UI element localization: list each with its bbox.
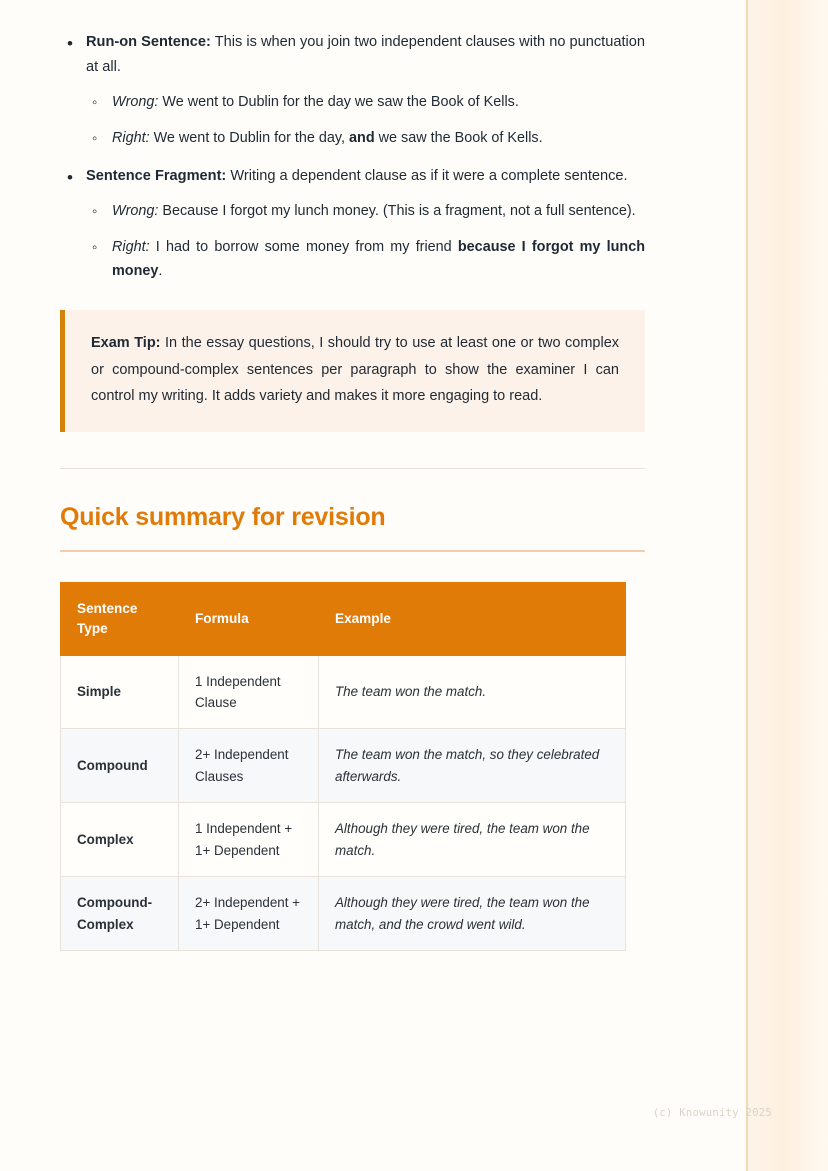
example-emphasis: and (349, 129, 375, 146)
term-definition: Writing a dependent clause as if it were a complete sentence. (226, 168, 628, 185)
cell-formula: 1 Independent + 1+ Dependent (179, 803, 319, 877)
cell-example: Although they were tired, the team won the match. (319, 803, 626, 877)
term-label: Sentence Fragment: (86, 168, 227, 185)
error-type-list (60, 30, 645, 284)
copyright-watermark: (c) Knowunity 2025 (652, 1107, 772, 1119)
example-label: Wrong: (112, 203, 159, 220)
column-header-sentence-type: Sentence Type (61, 583, 179, 655)
table-row (61, 877, 626, 951)
cell-formula: 2+ Independent Clauses (179, 729, 319, 803)
list-item (86, 199, 645, 223)
cell-formula: 2+ Independent + 1+ Dependent (179, 877, 319, 951)
example-text: Because I forgot my lunch money. (This is a fragment, not a full sentence). (158, 203, 636, 220)
table-row (61, 655, 626, 729)
list-item (60, 164, 645, 284)
example-text-tail: we saw the Book of Kells. (374, 129, 543, 146)
cell-example: Although they were tired, the team won the match, and the crowd went wild. (319, 877, 626, 951)
column-header-example: Example (319, 583, 626, 655)
cell-example: The team won the match, so they celebrated afterwards. (319, 729, 626, 803)
exam-tip-text: In the essay questions, I should try to use at least one or two complex or compound-complex sentences per paragraph to show the examiner I can control my writing. It adds variety and makes it more engaging to read. (91, 334, 620, 405)
cell-example: The team won the match. (319, 655, 626, 729)
example-label: Wrong: (112, 94, 159, 111)
section-divider (60, 468, 645, 469)
example-text-tail: . (158, 263, 163, 280)
list-item (86, 126, 645, 150)
example-label: Right: (112, 238, 150, 255)
decorative-right-strip (748, 0, 828, 1171)
table-row (61, 803, 626, 877)
example-text: We went to Dublin for the day we saw the Book of Kells. (158, 94, 519, 111)
table-header-row (61, 583, 626, 655)
decorative-vertical-rule (746, 0, 748, 1171)
example-list (86, 199, 645, 283)
example-label: Right: (112, 129, 150, 146)
list-item (60, 30, 645, 150)
summary-table (60, 582, 626, 951)
cell-type: Complex (61, 803, 179, 877)
exam-tip-label: Exam Tip: (91, 334, 161, 351)
cell-type: Simple (61, 655, 179, 729)
exam-tip-callout (60, 310, 645, 432)
example-emphasis: because I forgot my lunch money (112, 238, 645, 280)
document-content (60, 30, 645, 951)
list-item (86, 235, 645, 284)
column-header-formula: Formula (179, 583, 319, 655)
example-list (86, 90, 645, 150)
cell-formula: 1 Independent Clause (179, 655, 319, 729)
list-item (86, 90, 645, 114)
title-underline (60, 550, 645, 552)
table-row (61, 729, 626, 803)
term-definition: This is when you join two independent clauses with no punctuation at all. (86, 34, 645, 76)
cell-type: Compound (61, 729, 179, 803)
example-text: I had to borrow some money from my friend (149, 238, 458, 255)
cell-type: Compound-Complex (61, 877, 179, 951)
page-title: Quick summary for revision (60, 503, 386, 532)
example-text: We went to Dublin for the day, (149, 129, 350, 146)
term-label: Run-on Sentence: (86, 34, 211, 50)
